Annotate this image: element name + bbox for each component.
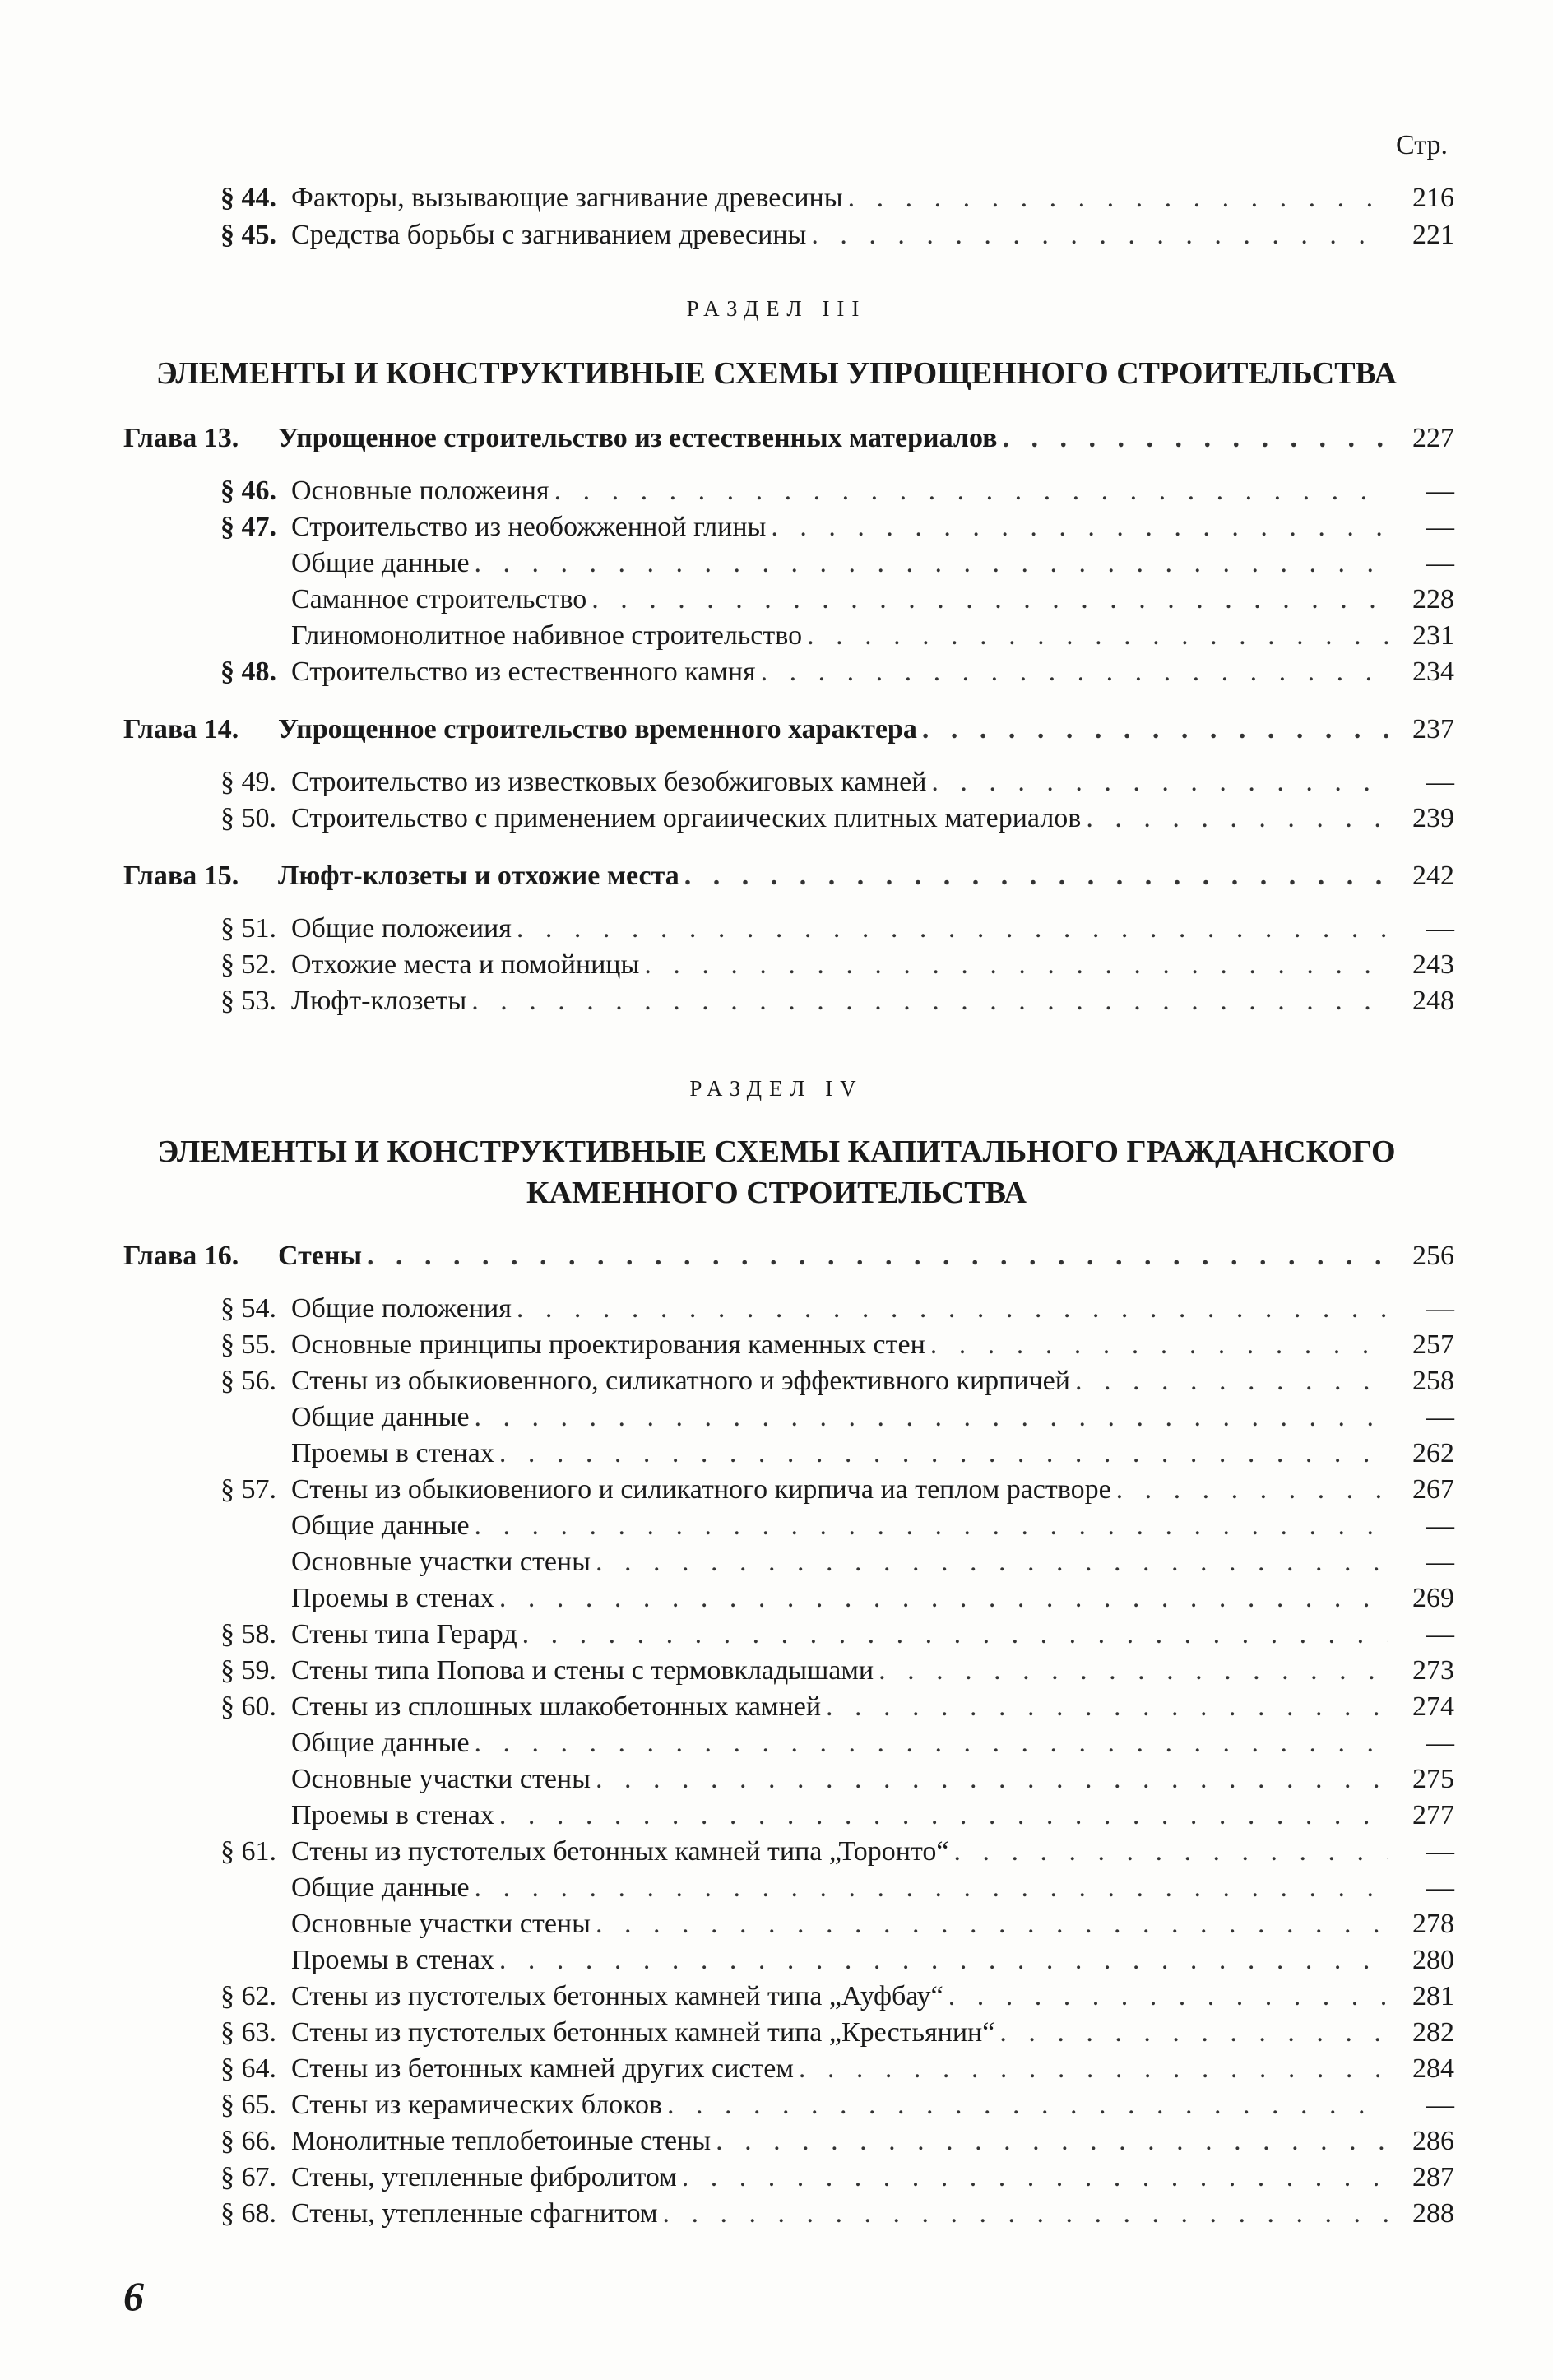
- entry-page: 239: [1412, 803, 1454, 833]
- section-number: § 60.: [220, 1691, 276, 1722]
- section-number: § 44.: [220, 183, 276, 213]
- toc-subentry: [220, 1872, 1454, 1909]
- entry-page: 275: [1412, 1764, 1454, 1794]
- dot-leader: [499, 1583, 1388, 1614]
- toc-entry: [220, 2017, 1454, 2053]
- entry-title: Саманное строительство: [291, 584, 587, 615]
- dot-leader: [475, 1510, 1388, 1542]
- dot-leader: [684, 861, 1388, 892]
- section-number: § 50.: [220, 803, 276, 833]
- section-title: ЭЛЕМЕНТЫ И КОНСТРУКТИВНЫЕ СХЕМЫ УПРОЩЕННОГО СТРОИТЕЛЬСТВА: [156, 356, 1397, 391]
- dot-leader: [930, 1329, 1388, 1361]
- entry-page: 231: [1412, 620, 1454, 651]
- dot-leader: [682, 2162, 1388, 2193]
- entry-page: 228: [1412, 584, 1454, 615]
- dot-leader: [922, 714, 1388, 745]
- dot-leader: [848, 183, 1388, 214]
- toc-subentry: [220, 1547, 1454, 1583]
- entry-page: 277: [1412, 1800, 1454, 1830]
- entry-title: Стены из пустотелых бетонных камней типа „Торонто“: [291, 1836, 949, 1867]
- entry-title: Проемы в стенах: [291, 1800, 494, 1830]
- entry-title: Стены типа Герард: [291, 1619, 517, 1649]
- section-number: § 68.: [220, 2198, 276, 2229]
- entry-page: 284: [1412, 2053, 1454, 2084]
- dot-leader: [596, 1909, 1388, 1940]
- entry-page: —: [1426, 1619, 1454, 1649]
- toc-entry: [220, 986, 1454, 1022]
- toc-entry: [220, 476, 1454, 512]
- chapter-title: Упрощенное строительство из естественных материалов: [278, 423, 998, 453]
- entry-page: 248: [1412, 986, 1454, 1016]
- dot-leader: [591, 584, 1388, 615]
- toc-entry: [220, 656, 1454, 693]
- entry-title: Общие данные: [291, 1872, 470, 1903]
- entry-page: —: [1426, 512, 1454, 542]
- section-number: § 63.: [220, 2017, 276, 2048]
- toc-entry: [220, 183, 1454, 219]
- entry-page: —: [1426, 767, 1454, 797]
- dot-leader: [953, 1836, 1388, 1867]
- dot-leader: [367, 1241, 1388, 1272]
- entry-page: 273: [1412, 1655, 1454, 1686]
- section-number: § 51.: [220, 913, 276, 944]
- entry-page: 287: [1412, 2162, 1454, 2192]
- entry-page: —: [1426, 1728, 1454, 1758]
- entry-title: Люфт-клозеты: [291, 986, 467, 1016]
- entry-page: 256: [1412, 1241, 1454, 1271]
- entry-title: Основные участки стены: [291, 1547, 591, 1577]
- dot-leader: [878, 1655, 1388, 1686]
- section-title-line-1: ЭЛЕМЕНТЫ И КОНСТРУКТИВНЫЕ СХЕМЫ КАПИТАЛЬНОГО ГРАЖДАНСКОГО: [157, 1134, 1396, 1169]
- toc-subentry: [220, 1800, 1454, 1836]
- toc-subentry: [220, 1728, 1454, 1764]
- dot-leader: [716, 2126, 1388, 2157]
- dot-leader: [931, 767, 1388, 798]
- entry-title: Строительство из необожженной глины: [291, 512, 767, 542]
- entry-page: 234: [1412, 656, 1454, 687]
- dot-leader: [1002, 423, 1388, 454]
- section-number: § 48.: [220, 656, 276, 687]
- entry-title: Стены, утепленные фибролитом: [291, 2162, 677, 2192]
- dot-leader: [799, 2053, 1388, 2085]
- entry-title: Строительство из естественного камня: [291, 656, 756, 687]
- section-number: § 52.: [220, 949, 276, 980]
- toc-entry: [220, 949, 1454, 986]
- section-number: § 62.: [220, 1981, 276, 2011]
- entry-title: Строительство из известковых безобжиговых камней: [291, 767, 927, 797]
- entry-title: Общие данные: [291, 548, 470, 578]
- chapter-heading: [123, 861, 1454, 897]
- dot-leader: [517, 1293, 1388, 1325]
- chapter-title: Стены: [278, 1241, 363, 1271]
- entry-page: 258: [1412, 1366, 1454, 1396]
- entry-title: Стены типа Попова и стены с термовкладышами: [291, 1655, 874, 1686]
- entry-page: —: [1426, 1836, 1454, 1867]
- toc-entry: [220, 1981, 1454, 2017]
- dot-leader: [596, 1764, 1388, 1795]
- entry-title: Отхожие места и помойницы: [291, 949, 640, 980]
- entry-page: 227: [1412, 423, 1454, 453]
- entry-page: 282: [1412, 2017, 1454, 2048]
- section-number: § 65.: [220, 2090, 276, 2120]
- chapter-number: Глава 15.: [123, 861, 239, 891]
- entry-title: Общие данные: [291, 1402, 470, 1432]
- section-number: § 57.: [220, 1474, 276, 1505]
- toc-entry: [220, 2198, 1454, 2234]
- entry-title: Общие данные: [291, 1510, 470, 1541]
- entry-title: Строительство с применением оргаиических плитных материалов: [291, 803, 1082, 833]
- toc-entry: [220, 2053, 1454, 2090]
- section-number: § 67.: [220, 2162, 276, 2192]
- entry-title: Стены из пустотелых бетонных камней типа „Крестьянин“: [291, 2017, 995, 2048]
- dot-leader: [667, 2090, 1388, 2121]
- dot-leader: [1116, 1474, 1388, 1505]
- entry-page: 286: [1412, 2126, 1454, 2156]
- toc-entry: [220, 1691, 1454, 1728]
- entry-page: 243: [1412, 949, 1454, 980]
- entry-title: Стены из бетонных камней других систем: [291, 2053, 794, 2084]
- chapter-heading: [123, 423, 1454, 459]
- dot-leader: [475, 1402, 1388, 1433]
- entry-page: 221: [1412, 220, 1454, 250]
- toc-entry: [220, 1366, 1454, 1402]
- dot-leader: [554, 476, 1388, 507]
- entry-title: Факторы, вызывающие загнивание древесины: [291, 183, 843, 213]
- entry-title: Проемы в стенах: [291, 1438, 494, 1468]
- entry-page: 267: [1412, 1474, 1454, 1505]
- entry-page: —: [1426, 1872, 1454, 1903]
- entry-title: Общие положеиия: [291, 913, 512, 944]
- dot-leader: [517, 913, 1388, 944]
- entry-title: Основные принципы проектирования каменных стен: [291, 1329, 925, 1360]
- toc-subentry: [220, 1909, 1454, 1945]
- section-number: § 47.: [220, 512, 276, 542]
- toc-entry: [220, 1329, 1454, 1366]
- section-label: РАЗДЕЛ IV: [689, 1076, 864, 1101]
- section-number: § 56.: [220, 1366, 276, 1396]
- dot-leader: [475, 1872, 1388, 1904]
- entry-title: Общие данные: [291, 1728, 470, 1758]
- toc-entry: [220, 1836, 1454, 1872]
- entry-page: —: [1426, 476, 1454, 506]
- entry-page: —: [1426, 913, 1454, 944]
- toc-subentry: [220, 1764, 1454, 1800]
- entry-page: 237: [1412, 714, 1454, 745]
- section-title-line-2: КАМЕННОГО СТРОИТЕЛЬСТВА: [526, 1176, 1027, 1210]
- toc-entry: [220, 2090, 1454, 2126]
- entry-title: Стены, утепленные сфагнитом: [291, 2198, 658, 2229]
- chapter-number: Глава 14.: [123, 714, 239, 745]
- dot-leader: [475, 548, 1388, 579]
- section-number: § 58.: [220, 1619, 276, 1649]
- page-column-label: Стр.: [1395, 130, 1448, 160]
- dot-leader: [1075, 1366, 1388, 1397]
- entry-title: Проемы в стенах: [291, 1945, 494, 1975]
- chapter-title: Люфт-клозеты и отхожие места: [278, 861, 679, 891]
- entry-page: —: [1426, 1547, 1454, 1577]
- entry-page: 262: [1412, 1438, 1454, 1468]
- toc-entry: [220, 1293, 1454, 1329]
- dot-leader: [771, 512, 1388, 543]
- toc-subentry: [220, 1402, 1454, 1438]
- section-number: § 61.: [220, 1836, 276, 1867]
- chapter-number: Глава 13.: [123, 423, 239, 453]
- entry-page: 274: [1412, 1691, 1454, 1722]
- section-number: § 55.: [220, 1329, 276, 1360]
- toc-entry: [220, 767, 1454, 803]
- entry-title: Стены из обыкиовенного, силикатного и эффективного кирпичей: [291, 1366, 1070, 1396]
- entry-page: 269: [1412, 1583, 1454, 1613]
- entry-page: —: [1426, 548, 1454, 578]
- dot-leader: [644, 949, 1388, 981]
- toc-entry: [220, 913, 1454, 949]
- entry-title: Основные участки стены: [291, 1909, 591, 1939]
- entry-title: Средства борьбы с загниванием древесины: [291, 220, 807, 250]
- toc-entry: [220, 803, 1454, 839]
- entry-page: 288: [1412, 2198, 1454, 2229]
- section-number: § 59.: [220, 1655, 276, 1686]
- dot-leader: [475, 1728, 1388, 1759]
- section-number: § 53.: [220, 986, 276, 1016]
- dot-leader: [948, 1981, 1388, 2012]
- entry-title: Глиномонолитное набивное строительство: [291, 620, 803, 651]
- section-label: РАЗДЕЛ III: [686, 296, 867, 321]
- entry-page: —: [1426, 1402, 1454, 1432]
- entry-page: 242: [1412, 861, 1454, 891]
- dot-leader: [499, 1438, 1388, 1469]
- chapter-heading: [123, 1241, 1454, 1277]
- entry-page: —: [1426, 2090, 1454, 2120]
- dot-leader: [826, 1691, 1388, 1723]
- dot-leader: [1086, 803, 1388, 834]
- entry-page: —: [1426, 1293, 1454, 1324]
- dot-leader: [522, 1619, 1388, 1650]
- chapter-title: Упрощенное строительство временного характера: [278, 714, 917, 745]
- toc-entry: [220, 2126, 1454, 2162]
- entry-page: 216: [1412, 183, 1454, 213]
- entry-page: —: [1426, 1510, 1454, 1541]
- chapter-number: Глава 16.: [123, 1241, 239, 1271]
- toc-subentry: [220, 620, 1454, 656]
- toc-subentry: [220, 1945, 1454, 1981]
- dot-leader: [807, 620, 1388, 652]
- toc-subentry: [220, 1438, 1454, 1474]
- dot-leader: [471, 986, 1388, 1017]
- entry-page: 281: [1412, 1981, 1454, 2011]
- entry-page: 257: [1412, 1329, 1454, 1360]
- entry-title: Стены из пустотелых бетонных камней типа „Ауфбау“: [291, 1981, 943, 2011]
- entry-page: 278: [1412, 1909, 1454, 1939]
- entry-page: 280: [1412, 1945, 1454, 1975]
- toc-subentry: [220, 548, 1454, 584]
- dot-leader: [761, 656, 1388, 688]
- page-number: 6: [123, 2273, 144, 2319]
- section-number: § 45.: [220, 220, 276, 250]
- dot-leader: [499, 1945, 1388, 1976]
- toc-entry: [220, 1655, 1454, 1691]
- entry-title: Монолитные теплобетоиные стены: [291, 2126, 712, 2156]
- toc-entry: [220, 1474, 1454, 1510]
- entry-title: Общие положения: [291, 1293, 512, 1324]
- section-number: § 66.: [220, 2126, 276, 2156]
- entry-title: Проемы в стенах: [291, 1583, 494, 1613]
- entry-title: Стены из обыкиовениого и силикатного кирпича иа теплом растворе: [291, 1474, 1111, 1505]
- section-number: § 64.: [220, 2053, 276, 2084]
- section-number: § 54.: [220, 1293, 276, 1324]
- toc-subentry: [220, 584, 1454, 620]
- toc-entry: [220, 1619, 1454, 1655]
- toc-entry: [220, 2162, 1454, 2198]
- entry-title: Стены из керамических блоков: [291, 2090, 663, 2120]
- section-number: § 46.: [220, 476, 276, 506]
- toc-subentry: [220, 1583, 1454, 1619]
- toc-subentry: [220, 1510, 1454, 1547]
- toc-entry: [220, 512, 1454, 548]
- toc-entry: [220, 220, 1454, 256]
- dot-leader: [663, 2198, 1389, 2229]
- dot-leader: [499, 1800, 1388, 1831]
- dot-leader: [999, 2017, 1388, 2048]
- dot-leader: [596, 1547, 1388, 1578]
- section-number: § 49.: [220, 767, 276, 797]
- entry-title: Основные участки стены: [291, 1764, 591, 1794]
- dot-leader: [811, 220, 1388, 251]
- chapter-heading: [123, 714, 1454, 750]
- entry-title: Стены из сплошных шлакобетонных камней: [291, 1691, 822, 1722]
- entry-title: Основные положеиня: [291, 476, 549, 506]
